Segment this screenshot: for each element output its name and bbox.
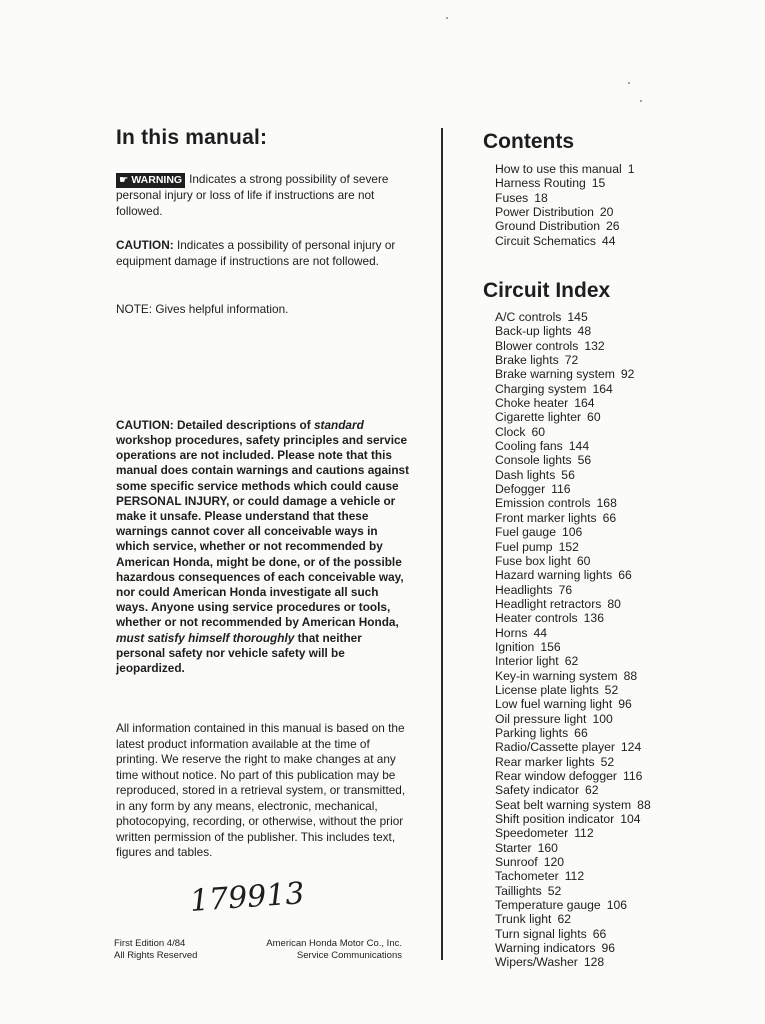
circuit-index-list xyxy=(495,310,651,970)
contents-entry-page: 1 xyxy=(627,162,635,176)
contents-entry xyxy=(495,205,634,219)
handwritten-number: 179913 xyxy=(188,876,306,919)
circuit-index-entry-label: Front marker lights xyxy=(495,510,597,525)
circuit-index-entry xyxy=(495,482,651,496)
hand-icon: ☛ xyxy=(119,174,129,186)
detailed-caution-italic-must: must satisfy himself thoroughly xyxy=(116,630,295,645)
circuit-index-entry-label: Rear marker lights xyxy=(495,754,595,769)
scan-speck xyxy=(640,100,642,102)
circuit-index-entry-label: Sunroof xyxy=(495,855,538,870)
circuit-index-entry-label: Defogger xyxy=(495,482,546,497)
circuit-index-entry-page: 128 xyxy=(583,955,605,970)
circuit-index-entry-page: 48 xyxy=(577,324,592,339)
circuit-index-entry xyxy=(495,841,651,855)
footer-publisher-line: American Honda Motor Co., Inc. xyxy=(266,938,402,949)
circuit-index-entry-label: Starter xyxy=(495,840,532,855)
circuit-index-entry-page: 156 xyxy=(540,639,561,654)
caution-paragraph xyxy=(116,238,408,269)
circuit-index-entry-page: 52 xyxy=(600,754,615,769)
circuit-index-entry-label: Speedometer xyxy=(495,826,569,841)
circuit-index-entry-label: Brake lights xyxy=(495,353,559,368)
circuit-index-entry-label: Oil pressure light xyxy=(495,711,587,726)
contents-entry xyxy=(495,234,634,248)
circuit-index-entry xyxy=(495,425,651,439)
circuit-index-entry-label: Fuel gauge xyxy=(495,525,556,540)
circuit-index-entry-label: Key-in warning system xyxy=(495,668,618,683)
circuit-index-entry xyxy=(495,798,651,812)
footer-edition-line: First Edition 4/84 xyxy=(114,938,186,949)
circuit-index-entry xyxy=(495,310,651,324)
circuit-index-entry-label: License plate lights xyxy=(495,682,599,697)
circuit-index-entry xyxy=(495,898,651,912)
circuit-index-entry xyxy=(495,740,651,754)
footer-edition xyxy=(114,938,197,962)
circuit-index-entry-label: Tachometer xyxy=(495,869,559,884)
circuit-index-entry-page: 168 xyxy=(596,496,617,511)
circuit-index-entry-page: 66 xyxy=(618,568,632,583)
contents-entry-page: 26 xyxy=(606,219,620,234)
circuit-index-heading: Circuit Index xyxy=(483,279,611,302)
circuit-index-entry xyxy=(495,726,651,740)
circuit-index-entry-page: 60 xyxy=(576,553,591,568)
caution-label: CAUTION: xyxy=(116,238,174,252)
circuit-index-entry-page: 66 xyxy=(592,926,607,941)
detailed-caution-end: that neither personal safety nor vehicle safety will be jeopardized. xyxy=(116,630,362,676)
circuit-index-entry-page: 96 xyxy=(618,697,632,712)
circuit-index-entry xyxy=(495,583,651,597)
circuit-index-entry-page: 164 xyxy=(592,381,613,396)
contents-entry xyxy=(495,162,634,176)
circuit-index-entry-page: 152 xyxy=(558,539,579,554)
contents-entry-page: 44 xyxy=(601,233,616,248)
circuit-index-entry-page: 136 xyxy=(583,611,604,626)
circuit-index-entry xyxy=(495,439,651,453)
circuit-index-entry-page: 145 xyxy=(567,310,588,324)
circuit-index-entry-label: Ignition xyxy=(495,639,535,654)
circuit-index-entry-label: Trunk light xyxy=(495,912,552,927)
contents-entry xyxy=(495,219,634,233)
circuit-index-entry xyxy=(495,525,651,539)
circuit-index-entry-page: 52 xyxy=(604,682,619,697)
circuit-index-entry-label: Headlight retractors xyxy=(495,596,602,611)
circuit-index-entry-page: 88 xyxy=(637,797,651,812)
circuit-index-entry-page: 160 xyxy=(537,840,558,855)
circuit-index-entry xyxy=(495,869,651,883)
circuit-index-entry-page: 62 xyxy=(564,654,579,669)
circuit-index-entry-label: Back-up lights xyxy=(495,324,572,339)
circuit-index-entry-page: 44 xyxy=(533,625,548,640)
circuit-index-entry-page: 132 xyxy=(584,338,605,353)
circuit-index-entry-label: Cooling fans xyxy=(495,439,563,454)
contents-entry xyxy=(495,191,634,205)
circuit-index-entry-page: 116 xyxy=(551,482,571,497)
circuit-index-entry-page: 62 xyxy=(585,783,599,798)
circuit-index-entry-label: Cigarette lighter xyxy=(495,410,582,425)
circuit-index-entry-label: Shift position indicator xyxy=(495,812,615,827)
circuit-index-entry xyxy=(495,626,651,640)
circuit-index-entry xyxy=(495,654,651,668)
circuit-index-entry-page: 72 xyxy=(564,353,579,368)
circuit-index-entry-label: Low fuel warning light xyxy=(495,697,613,712)
circuit-index-entry-page: 120 xyxy=(543,855,565,870)
circuit-index-entry xyxy=(495,324,651,338)
warning-text: Indicates a strong possibility of severe personal injury or loss of life if instructions are not followed. xyxy=(116,172,389,218)
circuit-index-entry xyxy=(495,812,651,826)
circuit-index-entry xyxy=(495,683,651,697)
circuit-index-entry-label: Seat belt warning system xyxy=(495,797,632,812)
column-divider xyxy=(441,128,443,960)
circuit-index-entry-page: 92 xyxy=(620,367,635,382)
page-title: In this manual: xyxy=(116,126,268,149)
circuit-index-entry-label: Horns xyxy=(495,625,528,640)
circuit-index-entry xyxy=(495,568,651,582)
circuit-index-entry xyxy=(495,826,651,840)
circuit-index-entry xyxy=(495,339,651,353)
circuit-index-entry xyxy=(495,453,651,467)
circuit-index-entry-label: Radio/Cassette player xyxy=(495,740,615,755)
circuit-index-entry-page: 60 xyxy=(531,424,546,439)
circuit-index-entry xyxy=(495,884,651,898)
circuit-index-entry-label: Fuse box light xyxy=(495,553,571,568)
circuit-index-entry-page: 112 xyxy=(574,826,594,841)
warning-badge-label: WARNING xyxy=(131,174,183,186)
contents-entry xyxy=(495,176,634,190)
caution-text: Indicates a possibility of personal injury or equipment damage if instructions are not followed. xyxy=(116,238,396,268)
circuit-index-entry xyxy=(495,540,651,554)
circuit-index-entry-label: Brake warning system xyxy=(495,367,615,382)
circuit-index-entry-page: 164 xyxy=(574,396,595,411)
circuit-index-entry-label: Turn signal lights xyxy=(495,926,587,941)
circuit-index-entry xyxy=(495,367,651,381)
circuit-index-entry-label: Safety indicator xyxy=(495,783,580,798)
circuit-index-entry-page: 60 xyxy=(587,410,601,425)
detailed-caution-body: workshop procedures, safety principles and service operations are not included. Please note that this manual does contain warnings and cautions against some specific service methods which could cause PERSONAL INJURY, or could damage a vehicle or make it unsafe. Please understand that these warnings cannot cover all conceivable ways in which service, whether or not recommended by American Honda, might be done, or of the possible hazardous consequences of each conceivable way, nor could American Honda investigate all such ways. Anyone using service procedures or tools, whether or not recommended by American Honda, xyxy=(116,433,410,630)
circuit-index-entry-label: Hazard warning lights xyxy=(495,568,613,583)
circuit-index-entry-page: 66 xyxy=(574,725,588,740)
contents-entry-label: How to use this manual xyxy=(495,162,622,176)
circuit-index-entry xyxy=(495,597,651,611)
circuit-index-entry xyxy=(495,927,651,941)
detailed-caution-paragraph xyxy=(116,418,410,676)
circuit-index-entry-page: 56 xyxy=(577,453,592,468)
circuit-index-entry xyxy=(495,611,651,625)
footer-publisher xyxy=(250,938,402,962)
circuit-index-entry xyxy=(495,410,651,424)
circuit-index-entry-label: Console lights xyxy=(495,453,572,468)
circuit-index-entry-page: 52 xyxy=(547,883,562,898)
circuit-index-entry xyxy=(495,669,651,683)
circuit-index-entry-page: 96 xyxy=(601,941,616,956)
contents-entry-page: 20 xyxy=(599,205,614,220)
circuit-index-entry-page: 66 xyxy=(602,510,617,525)
circuit-index-entry-label: Emission controls xyxy=(495,496,591,511)
circuit-index-entry-page: 116 xyxy=(622,769,643,783)
scan-speck xyxy=(446,17,448,19)
circuit-index-entry xyxy=(495,697,651,711)
circuit-index-entry-label: Headlights xyxy=(495,582,553,597)
circuit-index-entry-page: 76 xyxy=(558,582,573,597)
circuit-index-entry-label: Heater controls xyxy=(495,611,578,626)
circuit-index-entry-page: 80 xyxy=(607,596,621,611)
circuit-index-entry xyxy=(495,783,651,797)
footer-rights-line: All Rights Reserved xyxy=(114,950,198,961)
circuit-index-entry-page: 106 xyxy=(606,898,628,913)
contents-entry-label: Power Distribution xyxy=(495,205,594,220)
contents-entry-label: Circuit Schematics xyxy=(495,233,596,248)
warning-paragraph xyxy=(116,172,408,219)
circuit-index-entry xyxy=(495,496,651,510)
circuit-index-entry-page: 124 xyxy=(620,740,642,755)
circuit-index-entry-label: Charging system xyxy=(495,381,587,396)
circuit-index-entry xyxy=(495,855,651,869)
circuit-index-entry xyxy=(495,396,651,410)
circuit-index-entry-page: 100 xyxy=(592,711,613,726)
circuit-index-entry-label: Choke heater xyxy=(495,396,569,411)
circuit-index-entry xyxy=(495,912,651,926)
circuit-index-entry-label: Taillights xyxy=(495,883,542,898)
circuit-index-entry-page: 104 xyxy=(620,812,641,827)
left-column xyxy=(116,126,408,150)
contents-entry-page: 18 xyxy=(534,190,548,205)
circuit-index-entry-label: Clock xyxy=(495,424,526,439)
detailed-caution-italic-standard: standard xyxy=(313,417,364,432)
copyright-paragraph: All information contained in this manual is based on the latest product information available at the time of printing. We reserve the right to make changes at any time without notice. No part of this publication may be reproduced, stored in a retrieval system, or transmitted, in any form by any means, electronic, mechanical, photocopying, recording, or otherwise, without the prior written permission of the publisher. This includes text, figures and tables. xyxy=(116,721,406,859)
circuit-index-entry xyxy=(495,554,651,568)
circuit-index-entry-label: Fuel pump xyxy=(495,539,553,554)
circuit-index-entry xyxy=(495,755,651,769)
circuit-index-entry xyxy=(495,468,651,482)
circuit-index-entry-page: 56 xyxy=(561,467,575,482)
circuit-index-entry-label: Blower controls xyxy=(495,338,579,353)
circuit-index-entry-page: 112 xyxy=(564,869,585,884)
circuit-index-entry-label: Temperature gauge xyxy=(495,898,601,913)
circuit-index-entry-page: 88 xyxy=(623,668,638,683)
circuit-index-entry-page: 62 xyxy=(557,912,572,927)
circuit-index-entry xyxy=(495,769,651,783)
circuit-index-entry-label: Dash lights xyxy=(495,467,556,482)
contents-entry-label: Harness Routing xyxy=(495,176,586,191)
circuit-index-entry-label: Interior light xyxy=(495,654,559,669)
contents-heading: Contents xyxy=(483,130,574,153)
circuit-index-entry xyxy=(495,353,651,367)
circuit-index-entry xyxy=(495,640,651,654)
contents-entry-page: 15 xyxy=(591,176,606,191)
contents-entry-label: Ground Distribution xyxy=(495,219,600,234)
note-paragraph: NOTE: Gives helpful information. xyxy=(116,302,289,316)
circuit-index-entry-page: 144 xyxy=(568,439,590,454)
circuit-index-entry xyxy=(495,511,651,525)
circuit-index-entry-label: Warning indicators xyxy=(495,941,596,956)
circuit-index-entry-label: Wipers/Washer xyxy=(495,955,578,970)
circuit-index-entry-label: A/C controls xyxy=(495,310,562,324)
circuit-index-entry-page: 106 xyxy=(562,525,583,540)
circuit-index-entry xyxy=(495,382,651,396)
footer-department-line: Service Communications xyxy=(296,950,402,961)
circuit-index-entry-label: Parking lights xyxy=(495,725,569,740)
circuit-index-entry xyxy=(495,955,651,969)
warning-badge xyxy=(116,173,185,188)
detailed-caution-start: CAUTION: Detailed descriptions of xyxy=(116,417,314,432)
scan-speck xyxy=(628,82,630,84)
contents-list xyxy=(495,162,634,248)
circuit-index-entry xyxy=(495,712,651,726)
contents-entry-label: Fuses xyxy=(495,190,529,205)
circuit-index-entry-label: Rear window defogger xyxy=(495,769,617,783)
circuit-index-entry xyxy=(495,941,651,955)
